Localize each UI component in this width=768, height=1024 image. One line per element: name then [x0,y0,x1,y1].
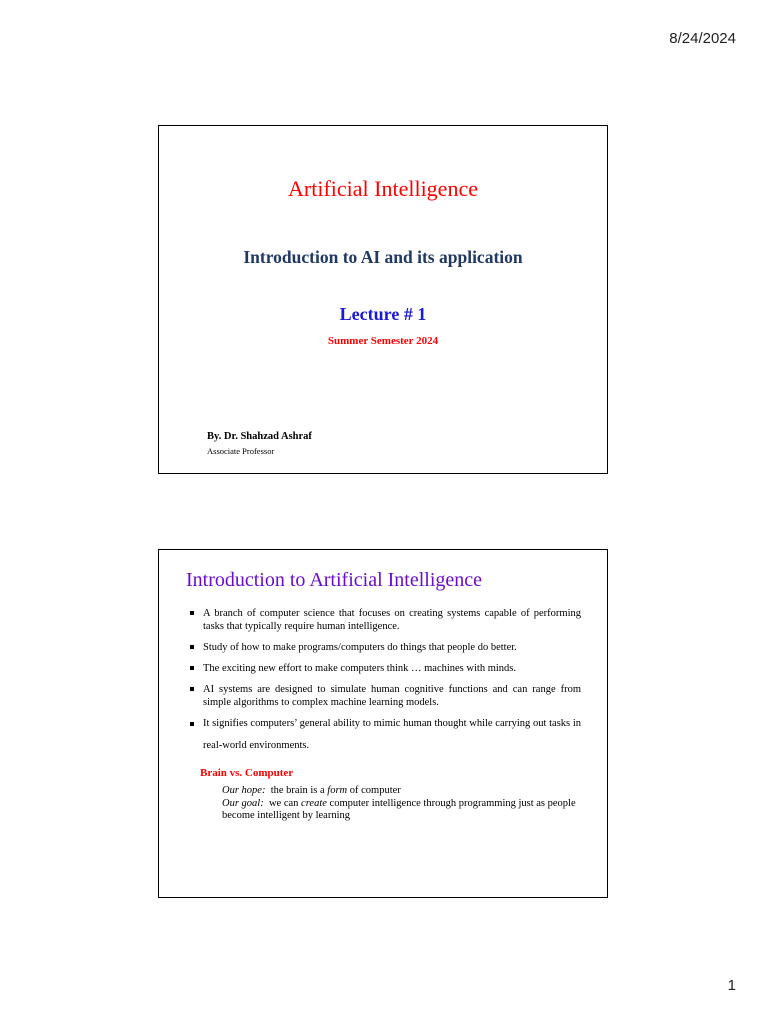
goal-line [222,798,582,823]
brain-computer-notes [222,785,582,823]
goal-text-after: computer intelligence through programming just as people become intelligent by learning [222,797,576,821]
goal-emphasis: create [301,797,327,809]
bullet-item: The exciting new effort to make computers think … machines with minds. [189,662,581,675]
slide-heading: Introduction to Artificial Intelligence [186,569,483,591]
goal-label: Our goal: [222,797,264,809]
lecture-number: Lecture # 1 [339,304,427,324]
author-role: Associate Professor [207,446,275,456]
bullet-list [189,607,581,765]
bullet-item: A branch of computer science that focuses on creating systems capable of performing tasks that typically require human intelligence. [189,607,581,633]
slide-introduction [158,549,608,898]
section-heading: Brain vs. Computer [200,767,294,779]
page-date: 8/24/2024 [669,30,736,47]
hope-emphasis: form [327,785,348,796]
page-number: 1 [727,977,736,994]
author-name: By. Dr. Shahzad Ashraf [207,431,312,442]
slide-title-heading: Artificial Intelligence [288,176,478,201]
slide-title [158,125,608,474]
hope-text-after: of computer [347,785,401,796]
bullet-item: It signifies computers’ general ability to mimic human thought while carrying out tasks in real-world environments. [189,713,581,757]
slide-subtitle: Introduction to AI and its application [243,247,523,267]
hope-text-before: the brain is a [265,785,328,796]
hope-line [222,785,582,798]
bullet-item: AI systems are designed to simulate human cognitive functions and can range from simple algorithms to complex machine learning models. [189,683,581,709]
hope-label: Our hope: [222,785,266,796]
goal-text-before: we can [263,797,302,809]
semester-label: Summer Semester 2024 [327,335,439,347]
bullet-item: Study of how to make programs/computers do things that people do better. [189,641,581,654]
